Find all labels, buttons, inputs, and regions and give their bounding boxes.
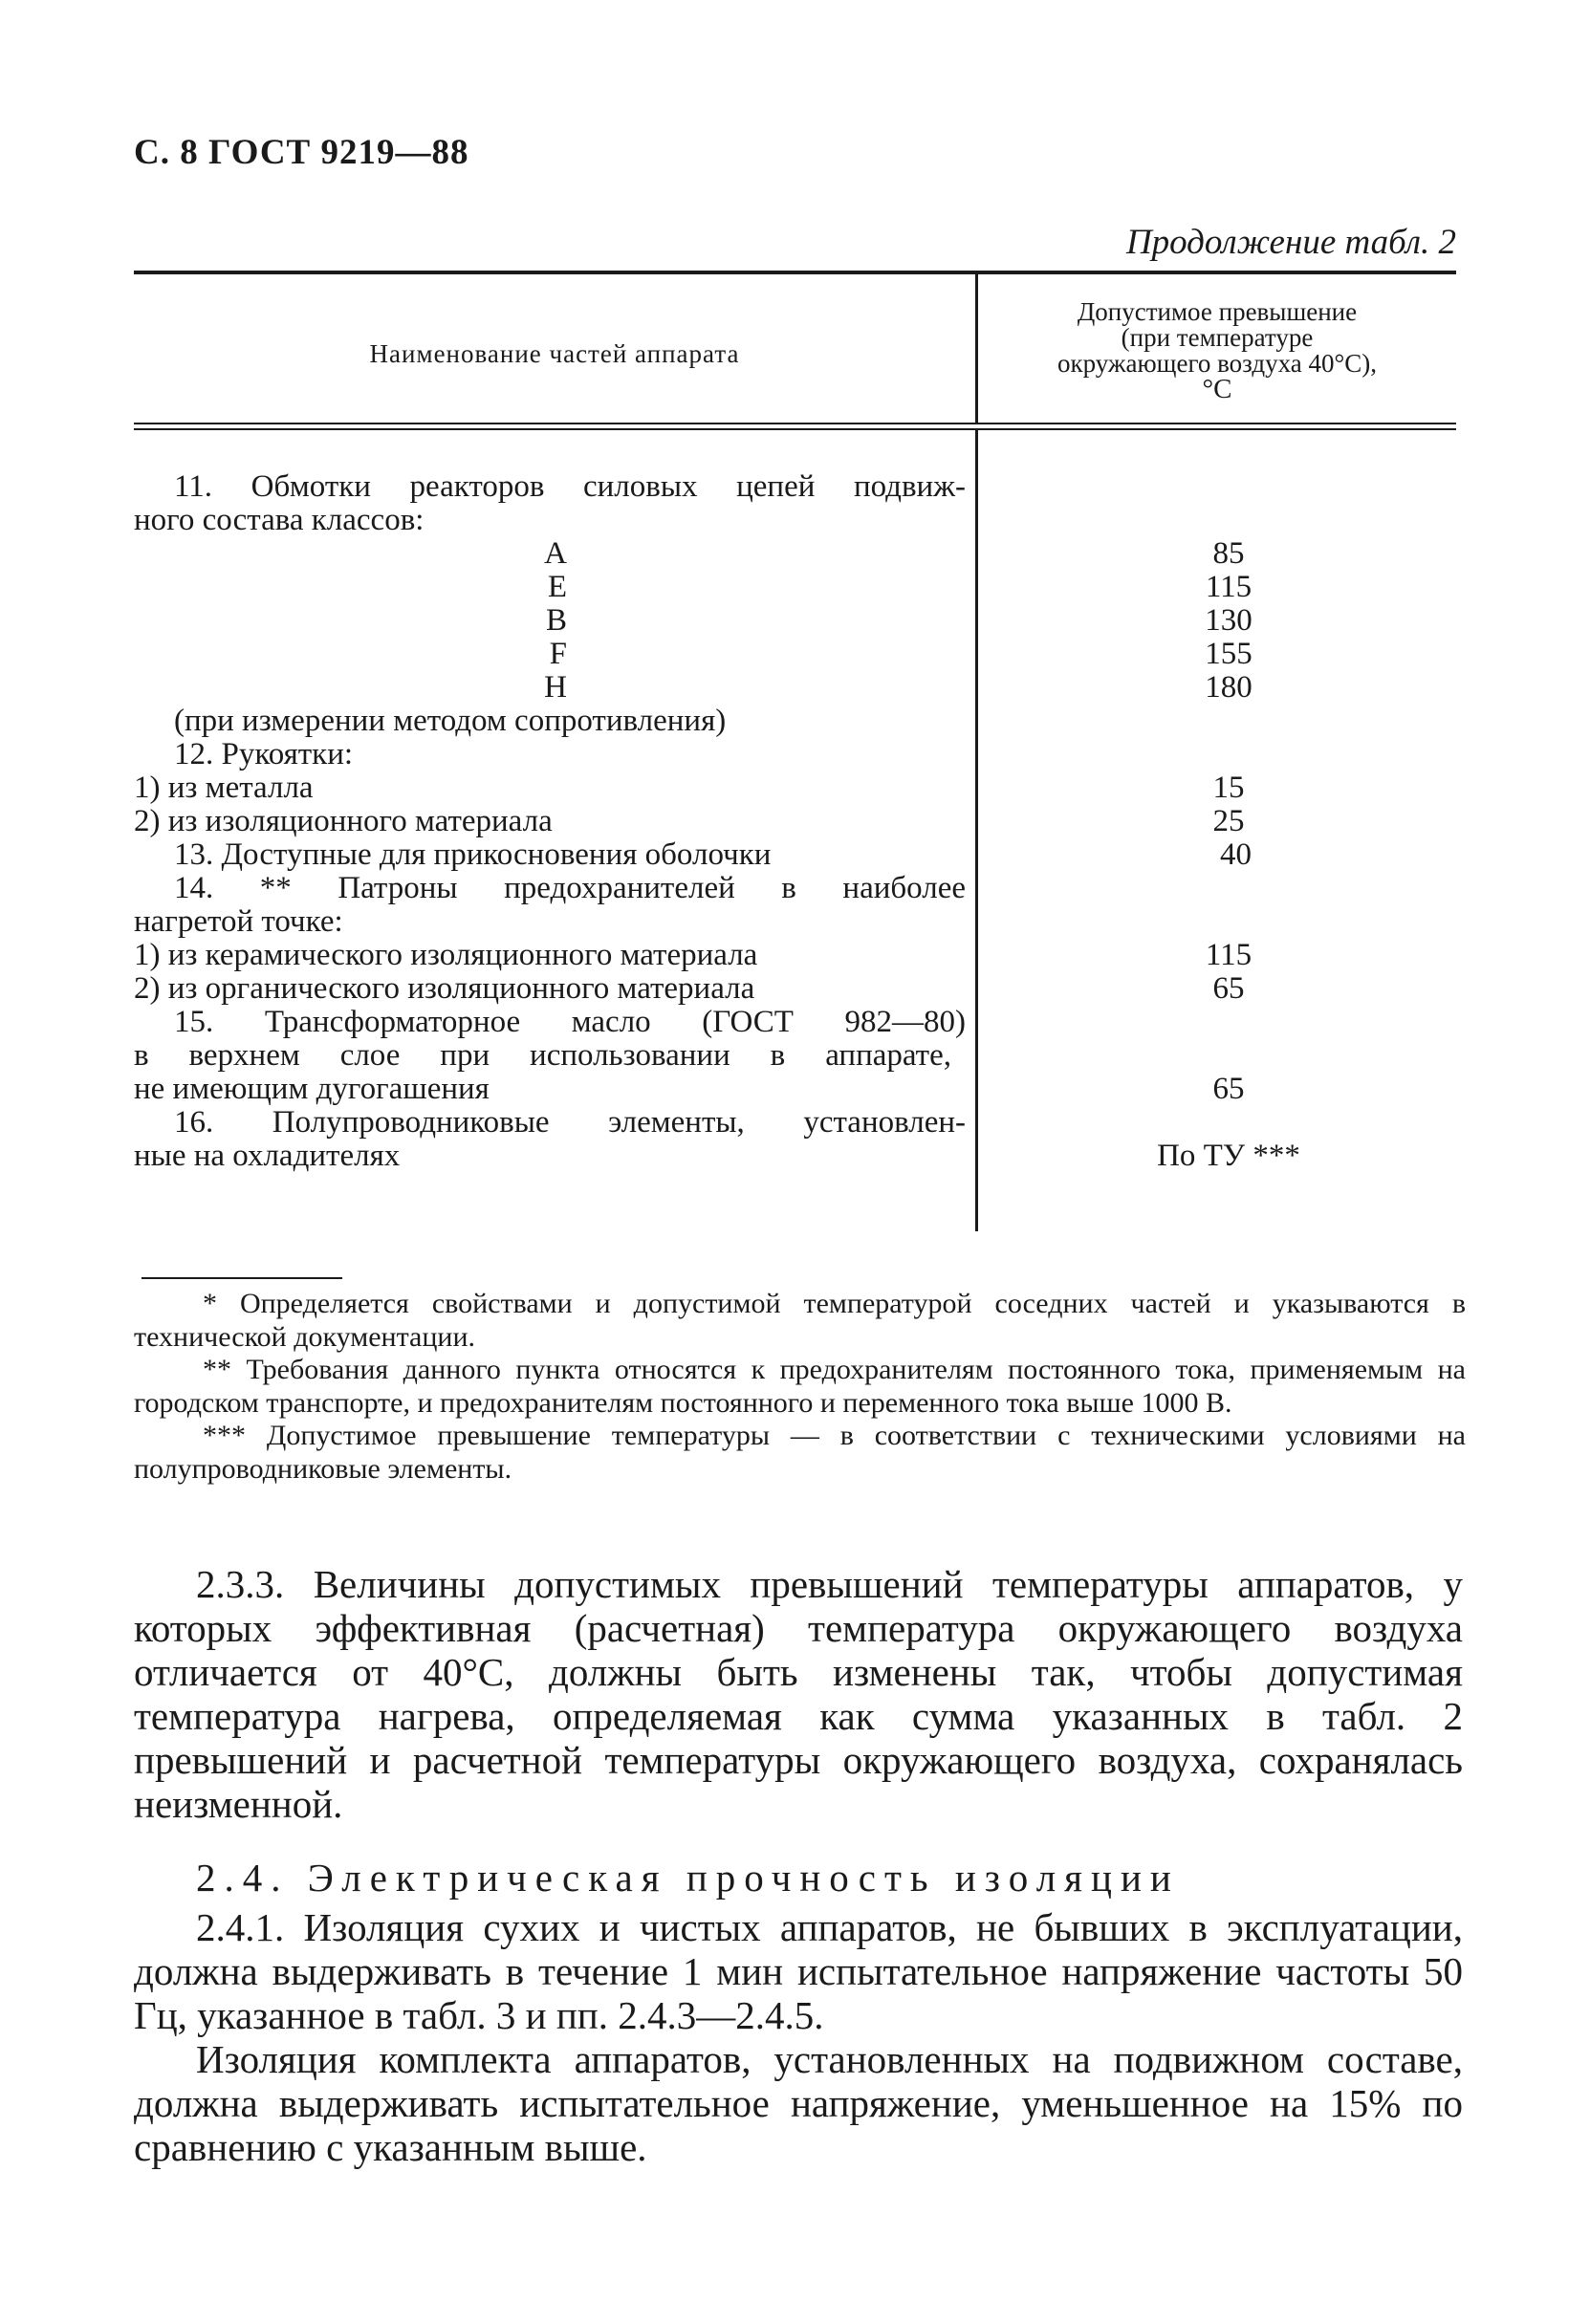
row-name: 16. Полупроводниковые элементы, установлен-: [174, 1105, 967, 1140]
table-top-rule: [134, 271, 1456, 274]
footnote: ** Требования данного пункта относятся к предохранителям постоянного тока, применяемым на городском транспорте, и предохранителям постоянного и переменного тока выше 1000 В.: [134, 1354, 1466, 1419]
table-row: [134, 972, 1456, 1006]
table-row: [134, 638, 1456, 671]
row-value: [966, 738, 1456, 771]
table-row: [134, 470, 1456, 504]
row-value: 115: [1205, 938, 1252, 972]
table-body: [134, 470, 1456, 1173]
row-name: не имеющим дугогашения: [134, 1072, 490, 1106]
table-row: [134, 1140, 1456, 1173]
row-value: По ТУ ***: [1157, 1139, 1300, 1173]
page-header: С. 8 ГОСТ 9219—88: [134, 133, 469, 172]
table-header-rule-2: [134, 428, 1456, 430]
row-value: [951, 905, 1456, 939]
table-row: [134, 571, 1456, 604]
row-value: [951, 504, 1456, 537]
row-name: 1) из металла: [134, 771, 314, 805]
row-name: 13. Доступные для прикосновения оболочки: [174, 837, 772, 872]
row-value: 180: [1205, 670, 1252, 705]
table-row: [134, 1006, 1456, 1039]
paragraph-2-4-1: 2.4.1. Изоляция сухих и чистых аппаратов, не бывших в эксплуатации, должна выдерживать в течение 1 мин испытательное напряжение частоты 50 Гц, указанное в табл. 3 и пп. 2.4.3—2.4.5.: [134, 1905, 1463, 2037]
table-row: [134, 738, 1456, 771]
row-name: в верхнем слое при использовании в аппарате,: [134, 1038, 951, 1073]
row-name: А: [544, 536, 567, 571]
table-continuation-label: Продолжение табл. 2: [1125, 223, 1456, 262]
table-row: [134, 905, 1456, 939]
table-row: [134, 1106, 1456, 1140]
row-value: [966, 872, 1456, 905]
row-value: 15: [1212, 771, 1245, 805]
column-header-line: °С: [1202, 374, 1232, 404]
table-row: [134, 838, 1456, 872]
row-value: 65: [1212, 1072, 1245, 1106]
column-header-temperature: [978, 299, 1456, 402]
paragraph-2-3-3-block: [134, 1562, 1463, 1826]
row-value: [966, 1106, 1456, 1140]
table-row: [134, 705, 1456, 738]
row-value: 40: [1220, 837, 1252, 872]
row-name: 2) из изоляционного материала: [134, 804, 553, 838]
row-name: 11. Обмотки реакторов силовых цепей подвиж-: [174, 469, 967, 504]
row-value: 130: [1205, 603, 1252, 638]
row-name: (при измерении методом сопротивления): [174, 704, 727, 738]
table-row: [134, 504, 1456, 537]
column-header-line: (при температуре: [1121, 323, 1314, 352]
paragraph-2-4-1-continued: Изоляция комплекта аппаратов, установленных на подвижном составе, должна выдерживать испытательное напряжение, уменьшенное на 15% по сравнению с указанным выше.: [134, 2037, 1463, 2169]
row-name: Н: [544, 670, 567, 705]
row-name: 2) из органического изоляционного материала: [134, 971, 755, 1006]
row-value: 155: [1205, 637, 1252, 671]
row-name: 14. ** Патроны предохранителей в наиболее: [174, 871, 967, 905]
row-value: 115: [1205, 570, 1252, 604]
row-name: 12. Рукоятки:: [174, 737, 354, 771]
table-row: [134, 604, 1456, 638]
row-value: [966, 1006, 1456, 1039]
column-header-line: Допустимое превышение: [1077, 297, 1358, 326]
row-name: ные на охладителях: [134, 1139, 401, 1173]
row-name: В: [545, 603, 567, 638]
column-header-line: окружающего воздуха 40°С),: [1056, 349, 1378, 378]
section-title-2-4: 2.4. Электрическая прочность изоляции: [196, 1856, 1180, 1900]
row-value: 25: [1212, 804, 1245, 838]
row-name: 15. Трансформаторное масло (ГОСТ 982—80): [174, 1005, 967, 1039]
row-value: 65: [1212, 971, 1245, 1006]
footnote-rule: [142, 1277, 342, 1279]
table-row: [134, 805, 1456, 838]
footnote: * Определяется свойствами и допустимой температурой соседних частей и указываются в технической документации.: [134, 1288, 1466, 1353]
row-value: [966, 470, 1456, 504]
footnote: *** Допустимое превышение температуры — в соответствии с техническими условиями на полупроводниковые элементы.: [134, 1420, 1466, 1485]
column-header-part-name: Наименование частей аппарата: [369, 339, 740, 368]
row-name: Е: [547, 570, 567, 604]
table-row: [134, 537, 1456, 571]
row-name: 1) из керамического изоляционного материала: [134, 938, 758, 972]
row-value: [951, 1039, 1456, 1073]
table-row: [134, 872, 1456, 905]
table-row: [134, 939, 1456, 972]
row-value: 85: [1212, 536, 1245, 571]
table-row: [134, 1073, 1456, 1106]
table-row: [134, 1039, 1456, 1073]
footnotes: [134, 1288, 1466, 1486]
row-value: [966, 705, 1456, 738]
row-name: ного состава классов:: [134, 503, 425, 537]
table-row: [134, 771, 1456, 805]
table-header-rule-1: [134, 423, 1456, 424]
row-name: нагретой точке:: [134, 904, 343, 939]
table-row: [134, 671, 1456, 705]
paragraph-2-4-1-block: [134, 1905, 1463, 2169]
row-name: F: [549, 637, 567, 671]
paragraph-2-3-3: 2.3.3. Величины допустимых превышений температуры аппаратов, у которых эффективная (расчетная) температура окружающего воздуха отличается от 40°С, должны быть изменены так, чтобы допустимая температура нагрева, определяемая как сумма указанных в табл. 2 превышений и расчетной температуры окружающего воздуха, сохранялась неизменной.: [134, 1562, 1463, 1826]
